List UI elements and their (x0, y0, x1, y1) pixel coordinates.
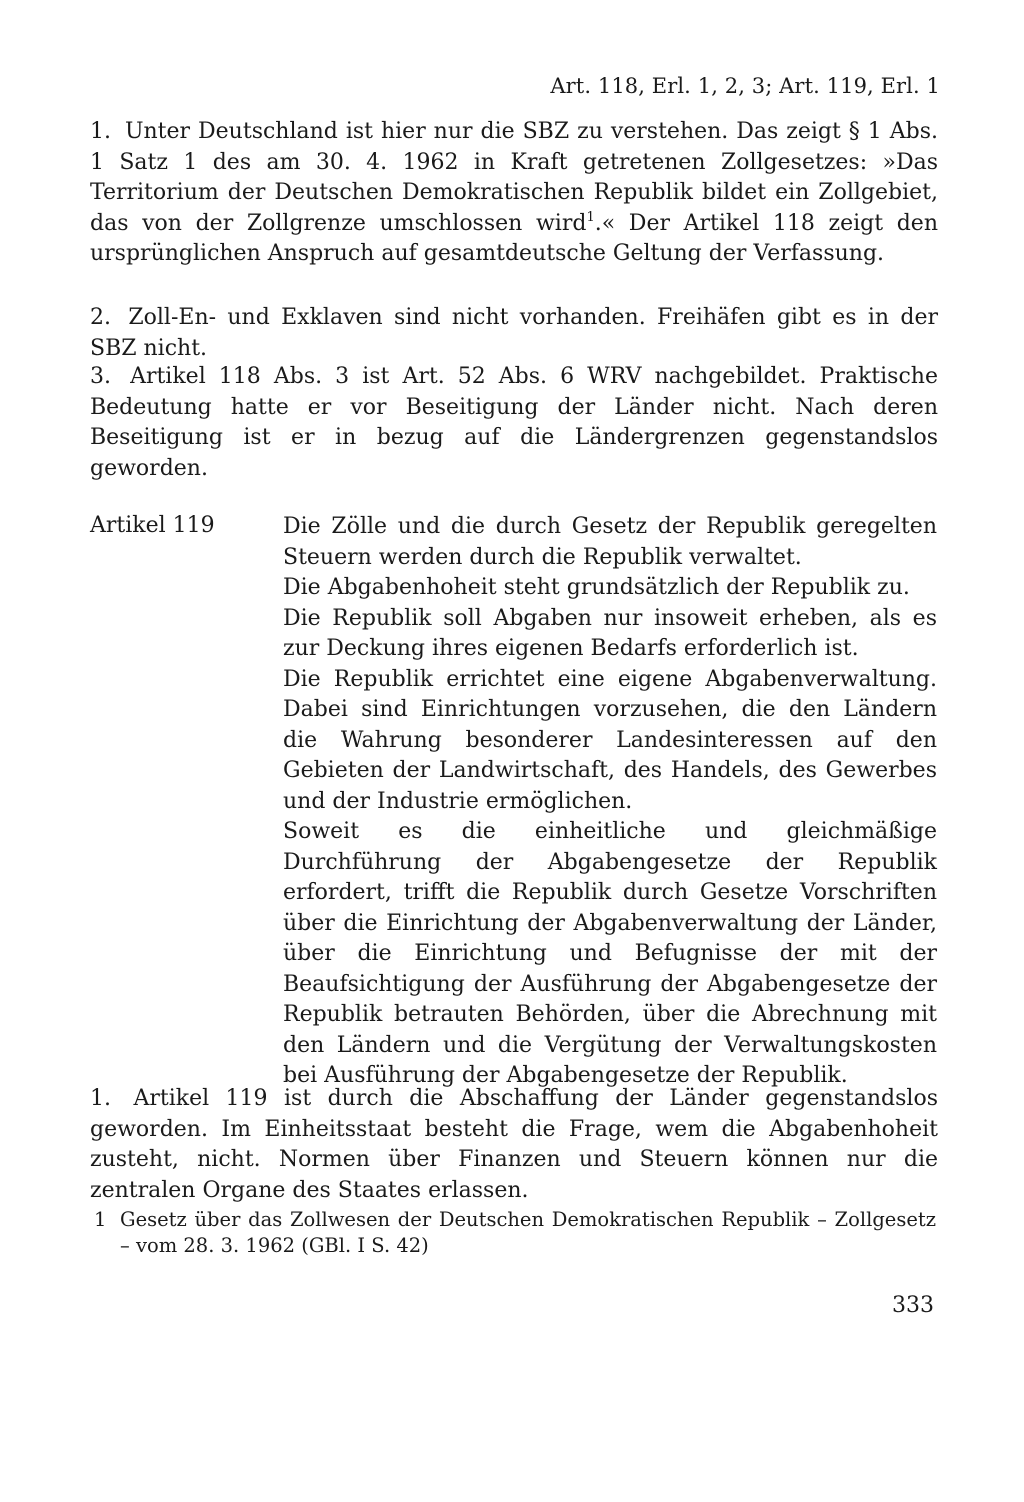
running-head: Art. 118, Erl. 1, 2, 3; Art. 119, Erl. 1 (550, 74, 940, 98)
footnote (94, 1207, 936, 1259)
article-paragraph: Soweit es die einheitliche und gleichmäßige Durchführung der Abgabengesetze der Republik erfordert, trifft die Republik durch Gesetze Vorschriften über die Einrichtung der Abgabenverwaltung der Länder, über die Einrichtung und Befugnisse der mit der Beaufsichtigung der Ausführung der Abgabengesetze der Republik betrauten Behörden, über die Abrechnung mit den Ländern und die Vergütung der Verwaltungskosten bei Ausführung der Abgabengesetze der Republik. (283, 819, 937, 1088)
article-paragraph: Die Abgabenhoheit steht grundsätzlich der Republik zu. (283, 575, 910, 600)
commentary-118-note-1 (90, 117, 938, 270)
article-paragraph: Die Republik soll Abgaben nur insoweit erheben, als es zur Deckung ihres eigenen Bedarfs erforderlich ist. (283, 605, 937, 661)
note-text: Zoll-En- und Exklaven sind nicht vorhanden. Freihäfen gibt es in der SBZ nicht. (90, 305, 938, 361)
note-number: 2. (90, 305, 111, 330)
note-number: 3. (90, 364, 111, 389)
footnote-text: Gesetz über das Zollwesen der Deutschen Demokratischen Republik – Zollgesetz – vom 28. 3. 1962 (GBl. I S. 42) (120, 1208, 936, 1257)
note-text: Artikel 118 Abs. 3 ist Art. 52 Abs. 6 WRV nachgebildet. Praktische Bedeutung hatte er vor Beseitigung der Länder nicht. Nach deren Beseitigung ist er in bezug auf die Ländergrenzen gegenstandslos geworden. (90, 364, 938, 481)
note-text: Artikel 119 ist durch die Abschaffung der Länder gegenstandslos geworden. Im Einheitsstaat besteht die Frage, wem die Abgabenhoheit zusteht, nicht. Normen über Finanzen und Steuern können nur die zentralen Organe des Staates erlassen. (90, 1086, 938, 1203)
footnote-reference[interactable]: 1 (586, 209, 595, 225)
article-119-text (283, 512, 937, 1092)
page-number: 333 (892, 1293, 934, 1318)
commentary-118-note-3 (90, 362, 938, 484)
commentary-119-note-1 (90, 1084, 938, 1206)
article-paragraph: Die Republik errichtet eine eigene Abgabenverwaltung. Dabei sind Einrichtungen vorzusehen, die den Ländern die Wahrung besonderer Landesinteressen auf den Gebieten der Landwirtschaft, des Handels, des Gewerbes und der Industrie ermöglichen. (283, 666, 937, 814)
footnote-number: 1 (94, 1208, 107, 1231)
article-paragraph: Die Zölle und die durch Gesetz der Republik geregelten Steuern werden durch die Republik verwaltet. (283, 514, 937, 570)
note-number: 1. (90, 1086, 111, 1111)
commentary-118-note-2 (90, 303, 938, 364)
note-text-continued: .« Der Artikel 118 zeigt den ursprünglichen Anspruch auf gesamtdeutsche Geltung der Verfassung. (90, 210, 938, 266)
note-number: 1. (90, 119, 111, 144)
note-text: Unter Deutschland ist hier nur die SBZ zu verstehen. Das zeigt § 1 Abs. 1 Satz 1 des am 30. 4. 1962 in Kraft getretenen Zollgesetzes: »Das Territorium der Deutschen Demokratischen Republik bildet ein Zollgebiet, das von der Zollgrenze umschlossen wird (90, 119, 938, 236)
article-119-label: Artikel 119 (90, 513, 215, 538)
